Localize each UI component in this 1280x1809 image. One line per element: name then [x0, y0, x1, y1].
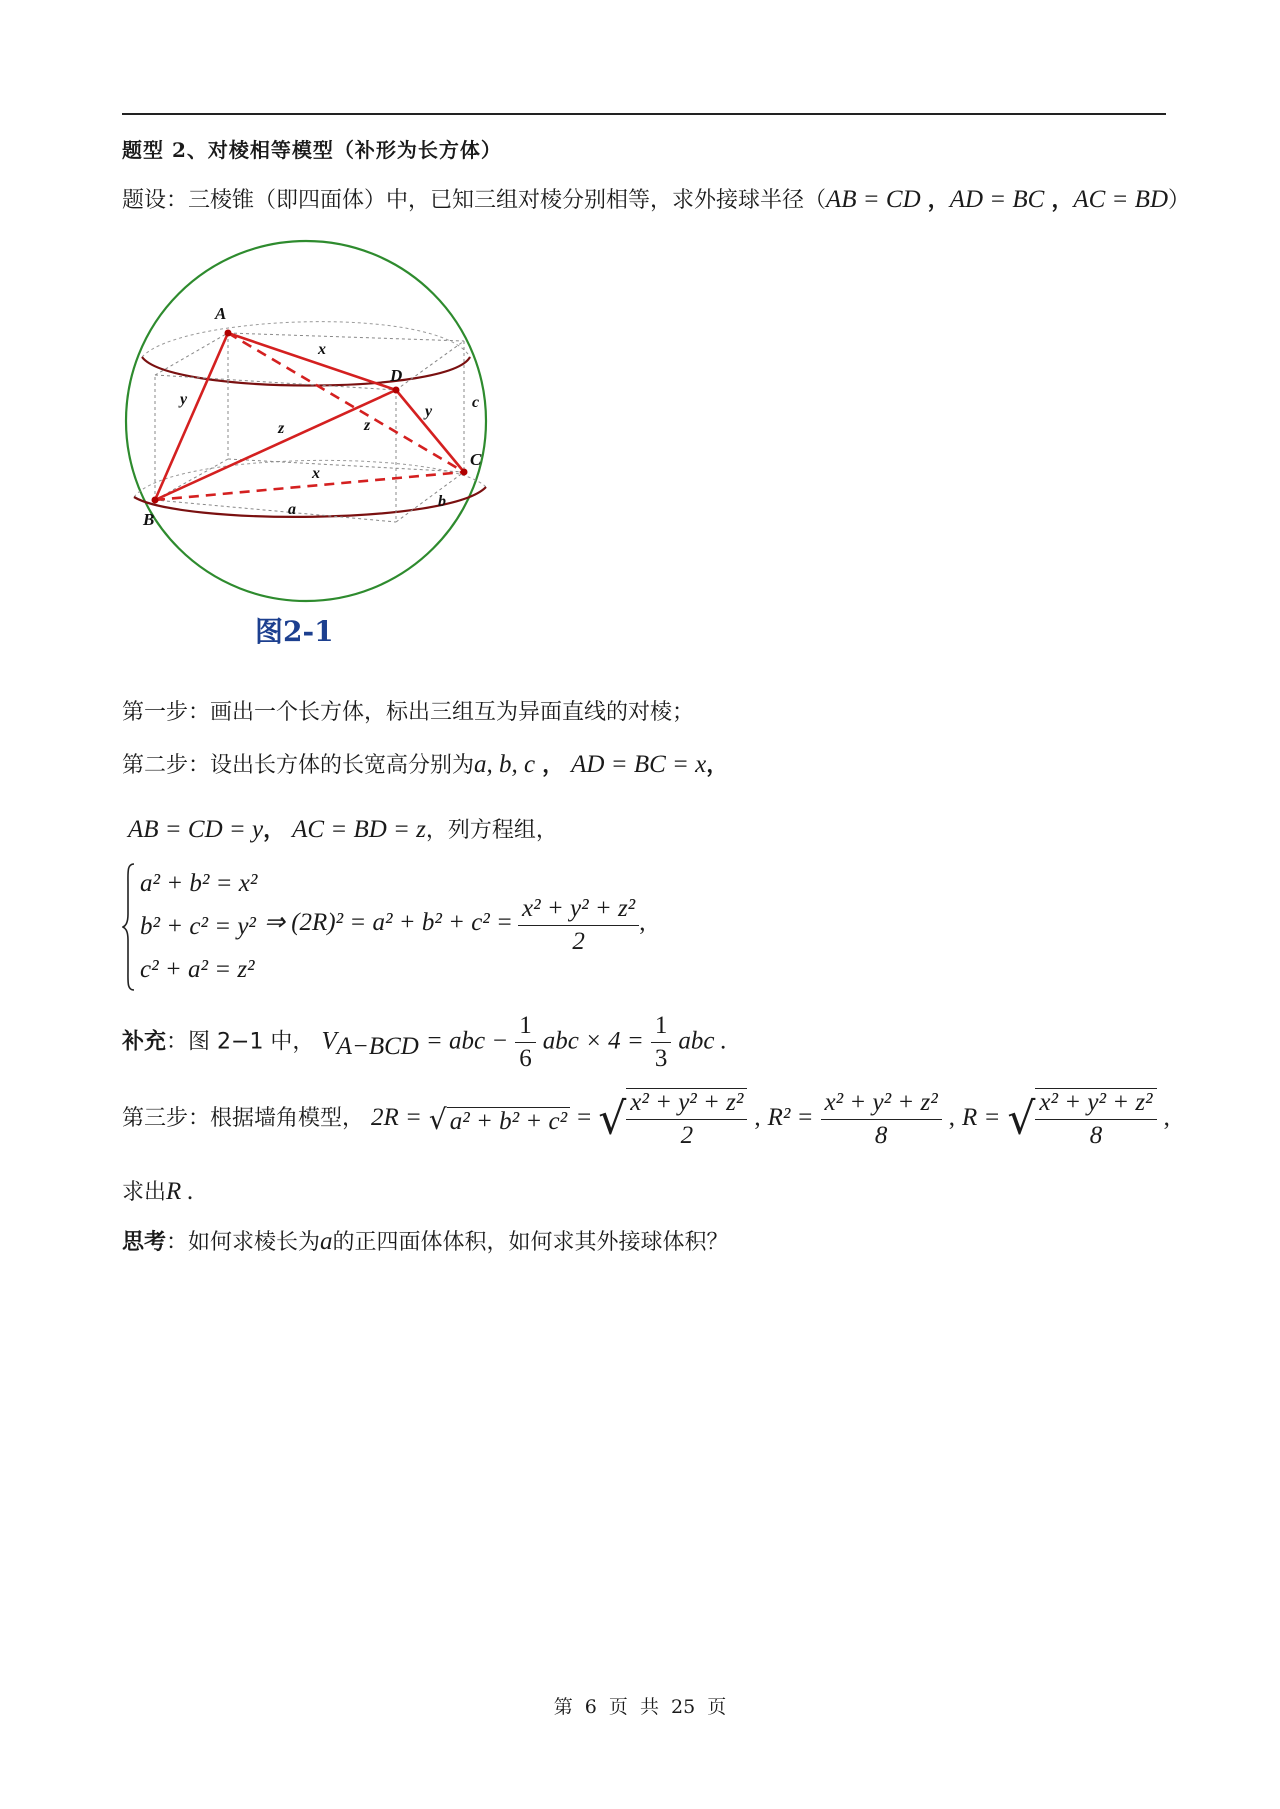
edge-BC: [155, 472, 464, 500]
fraction-1-6: [515, 1012, 536, 1073]
f2-den: 3: [654, 1045, 668, 1072]
edge-AB: [155, 333, 228, 500]
eq-ad-bc: AD = BC: [949, 186, 1045, 213]
system-result: ⇒ (2R)² = a² + b² + c² = $\frac{\text{x² + y² + z²}}{2}$ ,: [264, 895, 646, 955]
label-x-top: x: [318, 341, 326, 358]
step1: 第一步：画出一个长方体，标出三组互为异面直线的对棱；: [122, 700, 695, 725]
top-ellipse-front: [142, 357, 470, 386]
think-text1: ：如何求棱长为: [166, 1230, 321, 1255]
volume-expr3: abc .: [678, 1027, 727, 1055]
label-c: c: [472, 394, 480, 411]
step2-eq: AD = BC = x: [571, 751, 707, 778]
label-D: D: [390, 366, 403, 385]
supplement-label: 补充: [122, 1029, 167, 1055]
step2-line1: 第二步：设出长方体的长宽高分别为a, b, c ， AD = BC = x，: [122, 751, 729, 778]
think-var: a: [320, 1228, 333, 1255]
find-var: R .: [166, 1178, 194, 1205]
system-row1: a² + b² = x²: [140, 870, 258, 897]
label-a: a: [288, 501, 296, 518]
edge-BD: [155, 390, 396, 500]
label-y-left: y: [180, 391, 188, 408]
result-den: 2: [572, 928, 585, 955]
label-B: B: [143, 510, 155, 529]
problem-label: 题设：三棱锥（即四面体）中，已知三组对棱分别相等，求外接球半径（: [122, 188, 827, 213]
sqrt-half: √ $\frac{\text{x² + y² + z²}}{2}$: [598, 1088, 747, 1150]
problem-statement: 题设：三棱锥（即四面体）中，已知三组对棱分别相等，求外接球半径（AB = CD ，AD = BC ，AC = BD）: [122, 186, 1191, 213]
r-den: 8: [1089, 1122, 1103, 1149]
r2-num: x² + y² + z²: [821, 1089, 942, 1120]
label-A: A: [215, 304, 227, 323]
label-b: b: [438, 493, 446, 510]
eq-ab-cd: AB = CD: [826, 186, 921, 213]
label-z-mid: z: [364, 417, 371, 434]
label-y-right: y: [425, 403, 433, 420]
volume-sub: A−BCD: [336, 1032, 419, 1060]
sqrt-abc: √ a² + b² + c²: [429, 1103, 570, 1136]
r2-fraction: [821, 1089, 942, 1150]
find-text: 求出: [122, 1180, 167, 1205]
left-brace: [122, 862, 136, 992]
step2-vars: a, b, c: [474, 751, 536, 778]
system-row3: c² + a² = z²: [140, 956, 255, 983]
label-C: C: [470, 450, 482, 469]
rad2-den: 2: [680, 1122, 694, 1149]
find-line: [122, 1175, 194, 1206]
eq-ac-bd: AC = BD: [1073, 186, 1169, 213]
step3-lhs: 2R =: [371, 1104, 422, 1131]
sqrt-eighth: √ $\frac{\text{x² + y² + z²}}{8}$: [1007, 1088, 1156, 1150]
bottom-ellipse-back: [134, 460, 486, 497]
label-z-left: z: [278, 420, 285, 437]
vertex-dots: [152, 330, 468, 504]
result-num: x² + y² + z²: [518, 895, 639, 926]
r-num: x² + y² + z²: [1035, 1089, 1156, 1120]
tetrahedron-edges: [155, 333, 464, 500]
step3-line: 第三步：根据墙角模型， 2R = √ a² + b² + c² = √ $\frac{\text{x² + y² + z²}}{2}$ , R² = $\frac{\text{x² + y² + z²}}{8}$ , R = √ $\frac{\text{x² + y² + z²}}{8}$ ,: [122, 1088, 1170, 1149]
result-left: ⇒ (2R)² = a² + b² + c² =: [264, 909, 513, 936]
step2-text: 第二步：设出长方体的长宽高分别为: [122, 753, 475, 778]
r-lhs: R =: [961, 1104, 1001, 1131]
step3-eq: =: [577, 1104, 592, 1131]
page-footer: 第 6 页 共 25 页: [553, 1696, 727, 1718]
think-label: 思考: [122, 1230, 167, 1255]
fraction-1-3: [651, 1012, 672, 1073]
label-x-bottom: x: [312, 465, 320, 482]
f2-num: 1: [651, 1012, 672, 1043]
result-fraction: [518, 895, 639, 956]
sphere-outline: [126, 241, 486, 601]
r2-den: 8: [874, 1121, 888, 1149]
problem-close: ）: [1168, 188, 1191, 213]
volume-v: V: [321, 1027, 337, 1055]
bottom-ellipse-front: [134, 487, 486, 517]
f1-num: 1: [515, 1012, 536, 1043]
figure-caption: 图2-1: [255, 615, 334, 648]
supplement-line: [122, 1012, 727, 1073]
sphere-tetrahedron-figure: [120, 235, 500, 615]
system-row2: b² + c² = y²: [140, 913, 256, 940]
rad2-num: x² + y² + z²: [626, 1089, 747, 1120]
step2-tail: ，列方程组，: [425, 818, 558, 843]
eq-ac-bd-z: AC = BD = z: [292, 816, 426, 843]
r2-lhs: R² =: [767, 1104, 814, 1131]
step3-text: 第三步：根据墙角模型，: [122, 1106, 365, 1131]
volume-expr2: abc × 4 =: [542, 1027, 644, 1055]
f1-den: 6: [519, 1045, 532, 1072]
eq-ab-cd-y: AB = CD = y: [128, 816, 264, 843]
supplement-text: ：图 2−1 中，: [166, 1029, 315, 1055]
section-heading: 题型 2、对棱相等模型（补形为长方体）: [122, 138, 502, 162]
volume-expr1: = abc −: [425, 1027, 509, 1055]
step2-line2: AB = CD = y， AC = BD = z，列方程组，: [128, 816, 558, 843]
think-line: [122, 1225, 729, 1256]
rad1: a² + b² + c²: [447, 1107, 570, 1135]
think-text2: 的正四面体体积，如何求其外接球体积？: [332, 1230, 729, 1255]
top-rule: [122, 113, 1166, 115]
